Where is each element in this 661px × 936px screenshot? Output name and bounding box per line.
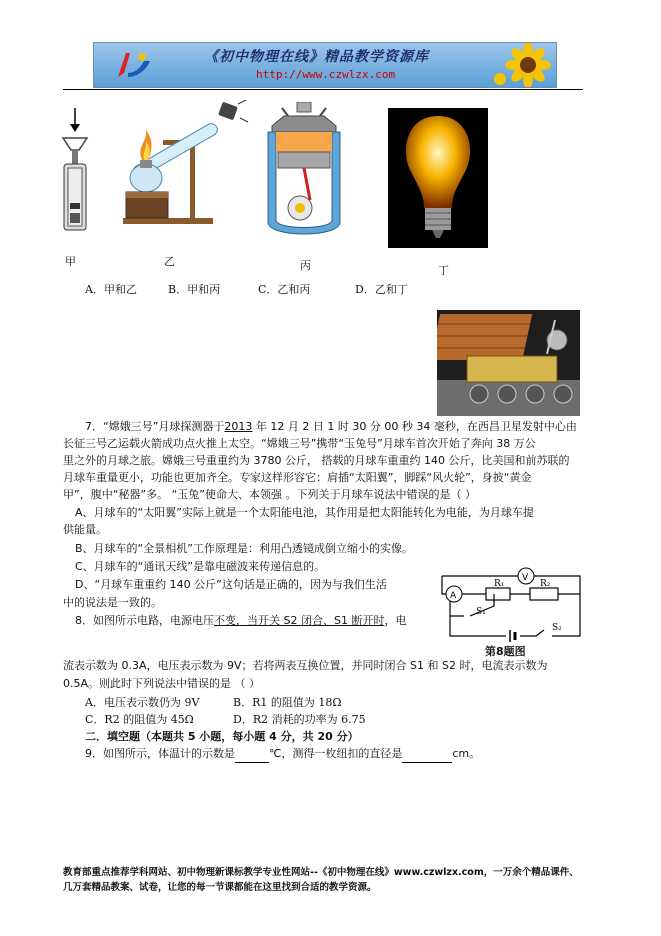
circuit-r2-label: R₂ — [540, 579, 551, 589]
q7-year: 2013 — [224, 420, 253, 433]
circuit-s2-label: S₂ — [552, 623, 562, 633]
figure-label-jia: 甲 — [65, 255, 76, 268]
q7-line-3: 里之外的月球之旅。嫦娥三号重重约为 3780 公斤， 搭载的月球车重重约 140 公斤，比美国和前苏联的 — [63, 454, 570, 467]
q8-line-1c: ，电 — [384, 614, 407, 627]
q9-part-1: 9．如图所示，体温计的示数是 — [85, 747, 235, 760]
q8-circuit-diagram — [440, 566, 590, 648]
q8-option-c: C．R2 的阻值为 45Ω — [85, 713, 194, 726]
logo-icon — [112, 47, 156, 83]
q7-option-d: D、“月球车重重约 140 公斤”这句话是正确的，因为与我们生活 — [75, 578, 387, 591]
circuit-s1-label: S₁ — [476, 607, 486, 617]
figure-jia-compression — [55, 108, 95, 238]
footer-line-2: 几万套精品教案、试卷，让您的每一节课都能在这里找到合适的教学资源。 — [63, 882, 377, 893]
q8-line-1b: 不变，当开关 S2 闭合、S1 断开时 — [214, 614, 385, 627]
q7-line-1-start: 7．“嫦娥三号”月球探测器于 — [85, 420, 225, 433]
page-footer — [63, 865, 603, 895]
q8-line-3: 0.5A。则此时下列说法中错误的是 （ ） — [63, 677, 261, 690]
q7-option-d-cont: 中的说法是一致的。 — [63, 596, 162, 609]
banner-url[interactable]: http://www.czwlzx.com — [256, 68, 396, 81]
figure-yi-heating — [118, 100, 253, 235]
q9-line — [85, 745, 480, 763]
q7-line-4: 月球车重量更小，功能也更加齐全。专家这样形容它：肩插“太阳翼”，脚踩“风火轮”，身披“黄金 — [63, 471, 532, 484]
header-banner — [93, 42, 557, 88]
section2-heading: 二．填空题（本题共 5 小题，每小题 4 分，共 20 分） — [85, 730, 359, 743]
circuit-voltmeter-label: V — [522, 573, 529, 583]
circuit-ammeter-label: A — [450, 591, 457, 601]
q6-option-d: D．乙和丁 — [355, 283, 408, 296]
sunflower-icon — [494, 43, 556, 87]
q9-part-2: ℃，测得一枚纽扣的直径是 — [269, 747, 403, 760]
figure-label-bing: 丙 — [300, 259, 311, 272]
banner-title: 《初中物理在线》精品教学资源库 — [204, 49, 429, 65]
figure-ding-bulb — [388, 108, 488, 248]
q7-option-c: C、月球车的“通讯天线”是靠电磁波来传递信息的。 — [75, 560, 326, 573]
footer-line-1: 教育部重点推荐学科网站、初中物理新课标教学专业性网站--《初中物理在线》www.czwlzx.com，一万余个精品课件、 — [63, 867, 579, 878]
q9-blank-diameter[interactable] — [402, 745, 452, 763]
header-rule — [63, 89, 583, 90]
q9-blank-temperature[interactable] — [235, 745, 269, 763]
q9-part-3: cm。 — [452, 747, 481, 760]
q8-line-1 — [75, 612, 406, 629]
q7-line-5: 甲”，腹中“秘器”多。 “玉兔”使命大、本领强 。下列关于月球车说法中错误的是（ ） — [63, 488, 476, 501]
moon-rover-photo — [437, 310, 580, 416]
figure-bing-engine — [264, 102, 344, 244]
q8-figure-caption: 第8题图 — [485, 645, 526, 658]
q6-option-c: C．乙和丙 — [258, 283, 311, 296]
q8-option-b: B．R1 的阻值为 18Ω — [233, 696, 342, 709]
q7-line-1 — [85, 418, 577, 435]
q7-option-a: A、月球车的“太阳翼”实际上就是一个太阳能电池，其作用是把太阳能转化为电能，为月球车提 — [75, 506, 534, 519]
q7-option-b: B、月球车的“全景相机”工作原理是：利用凸透镜成倒立缩小的实像。 — [75, 542, 413, 555]
q6-option-b: B．甲和丙 — [168, 283, 221, 296]
q8-option-d: D．R2 消耗的功率为 6.75 — [233, 713, 366, 726]
q7-line-1-end: 年 12 月 2 日 1 时 30 分 00 秒 34 毫秒，在西昌卫星发射中心由 — [255, 420, 577, 433]
q6-option-a: A．甲和乙 — [85, 283, 137, 296]
circuit-r1-label: R₁ — [494, 579, 505, 589]
q8-option-a: A．电压表示数仍为 9V — [85, 696, 200, 709]
q7-option-a-cont: 供能量。 — [63, 523, 107, 536]
q7-line-2: 长征三号乙运载火箭成功点火推上太空。“嫦娥三号”携带“玉兔号”月球车首次开始了奔向 38 万公 — [63, 437, 536, 450]
figure-label-yi: 乙 — [164, 255, 175, 268]
figure-label-ding: 丁 — [438, 264, 449, 277]
q8-line-2: 流表示数为 0.3A，电压表示数为 9V；若将两表互换位置，并同时闭合 S1 和 S2 时，电流表示数为 — [63, 659, 548, 672]
q8-line-1a: 8．如图所示电路，电源电压 — [75, 614, 214, 627]
